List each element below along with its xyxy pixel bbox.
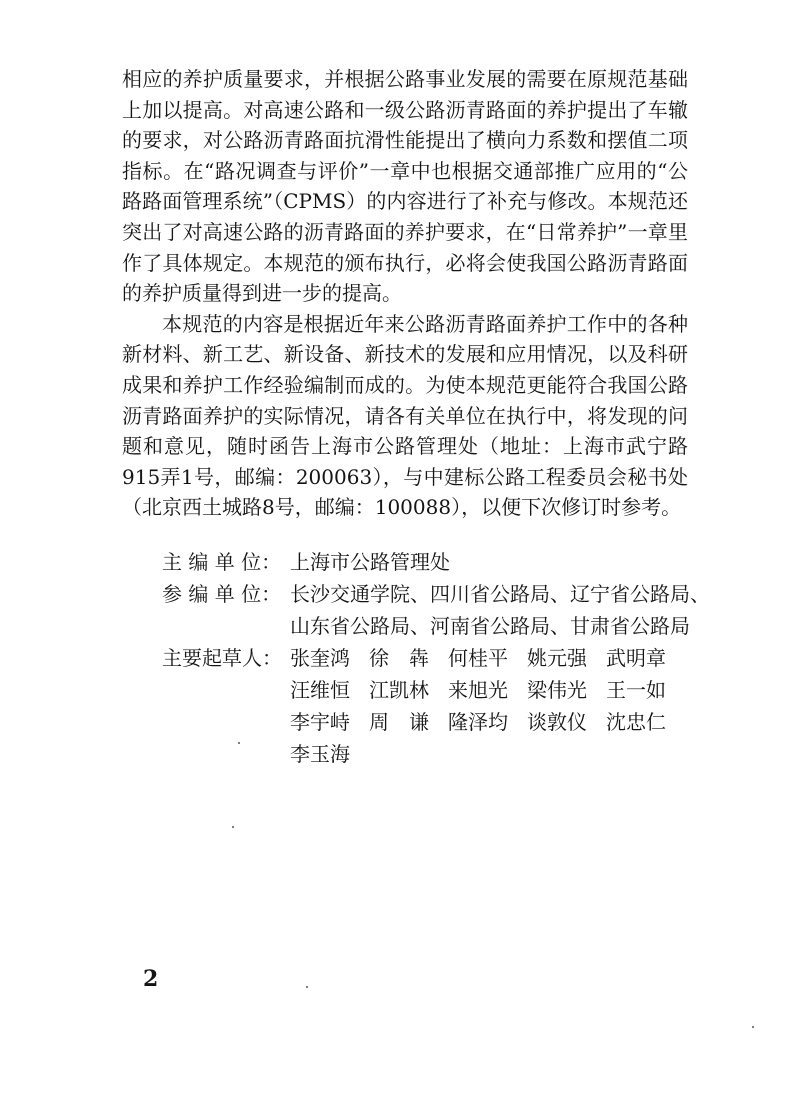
drafter-name: 姚元强 [527,646,587,670]
scan-speck [306,986,308,988]
chief-editor-value: 上海市公路管理处 [290,550,450,574]
drafter-name: 李玉海 [290,742,350,766]
drafter-name: 李宇峙 [290,710,350,734]
drafter-name: 汪维恒 [290,678,350,702]
drafter-name: 武明章 [606,646,666,670]
participating-units-line: 山东省公路局、河南省公路局、甘肃省公路局 [290,614,690,638]
drafter-name: 何桂平 [448,646,508,670]
drafter-name: 来旭光 [448,678,508,702]
participating-units-label: 参 编 单 位： [162,582,282,606]
participating-units-row [162,578,710,642]
paragraph-1: 相应的养护质量要求，并根据公路事业发展的需要在原规范基础上加以提高。对高速公路和一级公路沥青路面的养护提出了车辙的要求，对公路沥青路面抗滑性能提出了横向力系数和摆值二项指标。在“路况调查与评价”一章中也根据交通部推广应用的“公路路面管理系统”（CPMS）的内容进行了补充与修改。本规范还突出了对高速公路的沥青路面的养护要求，在“日常养护”一章里作了具体规定。本规范的颁布执行，必将会使我国公路沥青路面的养护质量得到进一步的提高。 [122,67,688,306]
drafter-name: 沈忠仁 [606,710,666,734]
participating-units-line: 长沙交通学院、四川省公路局、辽宁省公路局、 [290,582,710,606]
scan-speck [752,1026,754,1028]
drafters-row [162,642,702,770]
drafters-list [290,642,702,770]
drafter-name: 隆泽均 [448,710,508,734]
body-text [122,64,688,523]
drafter-name: 梁伟光 [527,678,587,702]
scan-speck [232,826,234,828]
drafter-name: 周 谦 [369,710,429,734]
scan-speck [238,742,240,744]
participating-units-value [290,578,710,642]
chief-editor-row [162,546,702,578]
drafter-name: 张奎鸿 [290,646,350,670]
drafter-name: 徐 犇 [369,646,429,670]
paragraph-2: 本规范的内容是根据近年来公路沥青路面养护工作中的各种新材料、新工艺、新设备、新技术的发展和应用情况，以及科研成果和养护工作经验编制而成的。为使本规范更能符合我国公路沥青路面养护的实际情况，请各有关单位在执行中，将发现的问题和意见，随时函告上海市公路管理处（地址：上海市武宁路915弄1号，邮编：200063），与中建标公路工程委员会秘书处（北京西土城路8号，邮编：100088），以便下次修订时参考。 [122,311,688,520]
chief-editor-label: 主 编 单 位： [162,550,282,574]
page-number: 2 [143,966,159,992]
credits-block [162,546,710,770]
drafter-name: 江凯林 [369,678,429,702]
drafter-name: 谈敦仪 [527,710,587,734]
drafter-name: 王一如 [606,678,666,702]
drafters-label: 主要起草人： [162,646,282,670]
